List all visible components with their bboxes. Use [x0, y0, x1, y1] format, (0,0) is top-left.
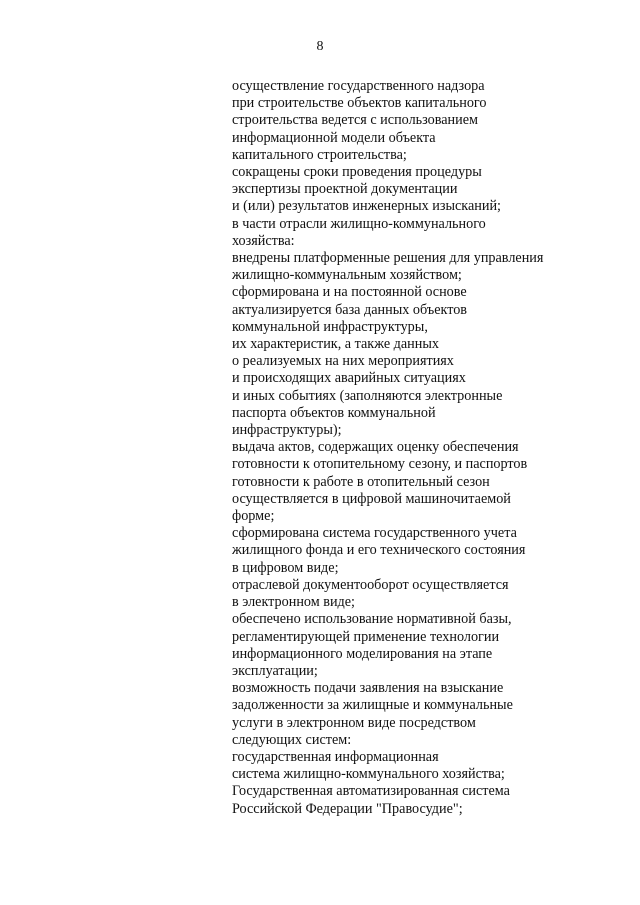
text-line: жилищного фонда и его технического состояния — [232, 542, 526, 559]
text-line: внедрены платформенные решения для управления — [232, 250, 544, 267]
text-line: инфраструктуры); — [232, 422, 342, 439]
page-number: 8 — [316, 39, 324, 54]
text-line: хозяйства: — [232, 232, 295, 249]
text-line: осуществление государственного надзора — [232, 78, 485, 94]
text-line: отраслевой документооборот осуществляется — [232, 576, 509, 593]
text-line: паспорта объектов коммунальной — [232, 404, 436, 421]
text-line: возможность подачи заявления на взыскание — [232, 680, 504, 697]
text-line: готовности к работе в отопительный сезон — [232, 473, 490, 490]
text-line: обеспечено использование нормативной базы, — [232, 611, 512, 628]
text-line: и (или) результатов инженерных изысканий; — [232, 198, 501, 215]
text-line: в цифровом виде; — [232, 559, 339, 576]
text-line: при строительстве объектов капитального — [232, 95, 487, 112]
text-line: готовности к отопительному сезону, и паспортов — [232, 456, 528, 473]
text-line: эксплуатации; — [232, 662, 318, 679]
text-line: следующих систем: — [232, 731, 352, 748]
text-line: система жилищно-коммунального хозяйства; — [232, 766, 505, 783]
text-line: капитального строительства; — [232, 146, 407, 163]
text-line: сокращены сроки проведения процедуры — [232, 164, 482, 181]
text-line: в электронном виде; — [232, 594, 356, 611]
text-line: государственная информационная — [232, 748, 439, 765]
text-line: сформирована и на постоянной основе — [232, 284, 467, 301]
text-line: информационного моделирования на этапе — [232, 645, 493, 662]
text-line: и происходящих аварийных ситуациях — [232, 370, 466, 387]
text-line: строительства ведется с использованием — [232, 112, 479, 129]
text-line: их характеристик, а также данных — [232, 336, 439, 353]
text-line: о реализуемых на них мероприятиях — [232, 353, 454, 370]
document-body — [232, 78, 572, 818]
text-line: коммунальной инфраструктуры, — [232, 318, 428, 335]
text-line: экспертизы проектной документации — [232, 181, 458, 198]
text-line: услуги в электронном виде посредством — [232, 714, 476, 731]
text-line: регламентирующей применение технологии — [232, 628, 500, 645]
text-line: форме; — [232, 508, 275, 525]
text-line: информационной модели объекта — [232, 129, 436, 146]
text-line: жилищно-коммунальным хозяйством; — [232, 267, 462, 284]
text-line: и иных событиях (заполняются электронные — [232, 387, 503, 404]
text-line: задолженности за жилищные и коммунальные — [232, 697, 513, 714]
text-line: сформирована система государственного учета — [232, 525, 517, 542]
text-line: Российской Федерации "Правосудие"; — [232, 800, 463, 817]
text-line: осуществляется в цифровой машиночитаемой — [232, 490, 511, 507]
text-line: Государственная автоматизированная система — [232, 783, 510, 800]
text-line: в части отрасли жилищно-коммунального — [232, 215, 486, 232]
text-line: выдача актов, содержащих оценку обеспечения — [232, 439, 519, 456]
text-line: актуализируется база данных объектов — [232, 301, 468, 318]
